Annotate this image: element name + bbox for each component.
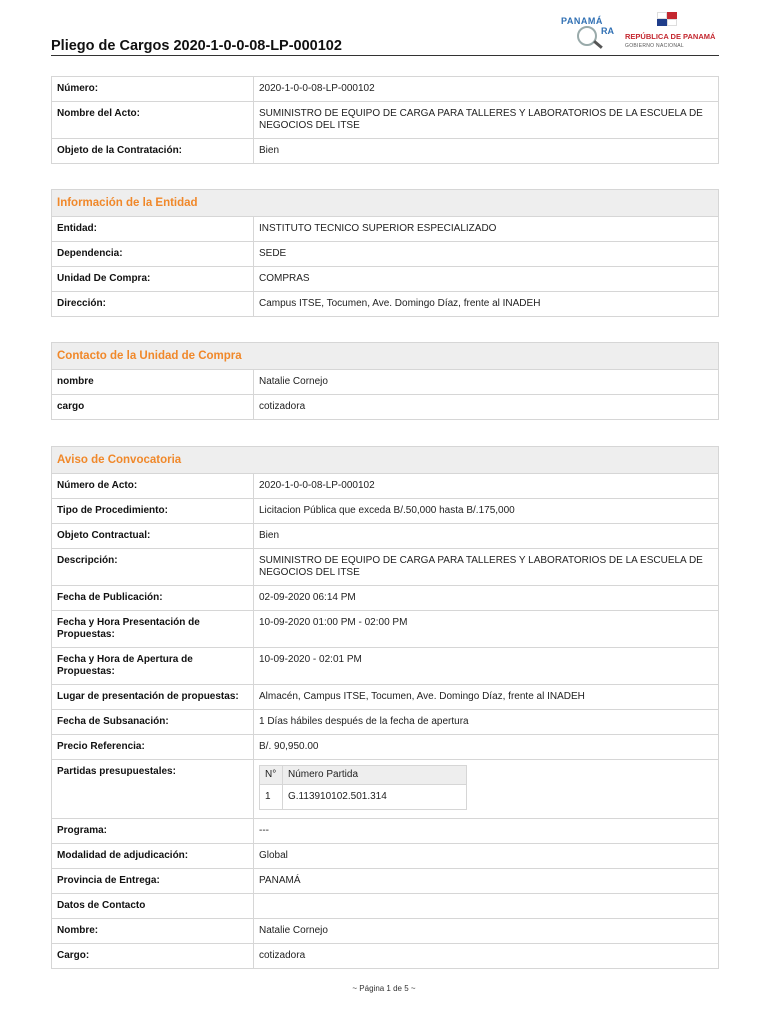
datos-contacto-value [254, 894, 719, 919]
lugar-value: Almacén, Campus ITSE, Tocumen, Ave. Domingo Díaz, frente al INADEH [254, 685, 719, 710]
table-row [52, 735, 719, 760]
precio-value: B/. 90,950.00 [254, 735, 719, 760]
partida-n: 1 [260, 785, 283, 810]
table-row [52, 648, 719, 685]
table-row [52, 710, 719, 735]
general-table [51, 76, 719, 164]
page-header [51, 16, 719, 56]
modalidad-value: Global [254, 844, 719, 869]
table-row [52, 611, 719, 648]
table-row [52, 685, 719, 710]
objeto-label: Objeto de la Contratación: [52, 139, 254, 164]
aviso-section-title: Aviso de Convocatoria [52, 447, 719, 474]
subsanacion-value: 1 Días hábiles después de la fecha de apertura [254, 710, 719, 735]
datos-contacto-label: Datos de Contacto [52, 894, 254, 919]
table-row [52, 586, 719, 611]
panamacompra-logo [561, 16, 721, 56]
table-row [52, 370, 719, 395]
panama-flag-icon [657, 12, 677, 26]
table-row [52, 102, 719, 139]
table-row [52, 474, 719, 499]
numero-value: 2020-1-0-0-08-LP-000102 [254, 77, 719, 102]
page-title: Pliego de Cargos 2020-1-0-0-08-LP-000102 [51, 38, 342, 54]
presentacion-value: 10-09-2020 01:00 PM - 02:00 PM [254, 611, 719, 648]
contacto-nombre-label: nombre [52, 370, 254, 395]
numero-acto-label: Número de Acto: [52, 474, 254, 499]
provincia-label: Provincia de Entrega: [52, 869, 254, 894]
objeto-contractual-value: Bien [254, 524, 719, 549]
numero-label: Número: [52, 77, 254, 102]
apertura-value: 10-09-2020 - 02:01 PM [254, 648, 719, 685]
contacto-table [51, 342, 719, 420]
entidad-table [51, 189, 719, 317]
partidas-cell [254, 760, 719, 819]
logo-compra-text: RA [601, 26, 614, 36]
table-row [52, 944, 719, 969]
publicacion-label: Fecha de Publicación: [52, 586, 254, 611]
publicacion-value: 02-09-2020 06:14 PM [254, 586, 719, 611]
dependencia-label: Dependencia: [52, 242, 254, 267]
dependencia-value: SEDE [254, 242, 719, 267]
lugar-label: Lugar de presentación de propuestas: [52, 685, 254, 710]
table-row [52, 267, 719, 292]
table-row [52, 919, 719, 944]
table-row [52, 549, 719, 586]
table-row [52, 524, 719, 549]
unidad-value: COMPRAS [254, 267, 719, 292]
table-row [52, 292, 719, 317]
tipo-label: Tipo de Procedimiento: [52, 499, 254, 524]
objeto-value: Bien [254, 139, 719, 164]
aviso-cargo-label: Cargo: [52, 944, 254, 969]
page-footer: ~ Página 1 de 5 ~ [352, 984, 416, 993]
direccion-label: Dirección: [52, 292, 254, 317]
contacto-section-title: Contacto de la Unidad de Compra [52, 343, 719, 370]
provincia-value: PANAMÁ [254, 869, 719, 894]
descripcion-label: Descripción: [52, 549, 254, 586]
magnifier-handle-icon [593, 40, 603, 49]
presentacion-label: Fecha y Hora Presentación de Propuestas: [52, 611, 254, 648]
contacto-cargo-value: cotizadora [254, 395, 719, 420]
programa-value: --- [254, 819, 719, 844]
logo-republica-text: REPÚBLICA DE PANAMÁ [625, 32, 716, 41]
table-row [52, 242, 719, 267]
entidad-section-title: Información de la Entidad [52, 190, 719, 217]
programa-label: Programa: [52, 819, 254, 844]
subsanacion-label: Fecha de Subsanación: [52, 710, 254, 735]
entidad-value: INSTITUTO TECNICO SUPERIOR ESPECIALIZADO [254, 217, 719, 242]
partidas-table [259, 765, 467, 810]
nombre-acto-label: Nombre del Acto: [52, 102, 254, 139]
aviso-table [51, 446, 719, 969]
logo-panama-text: PANAMÁ [561, 16, 603, 26]
entidad-label: Entidad: [52, 217, 254, 242]
descripcion-value: SUMINISTRO DE EQUIPO DE CARGA PARA TALLERES Y LABORATORIOS DE LA ESCUELA DE NEGOCIOS DEL ITSE [254, 549, 719, 586]
table-row [52, 139, 719, 164]
tipo-value: Licitacion Pública que exceda B/.50,000 hasta B/.175,000 [254, 499, 719, 524]
table-row [52, 819, 719, 844]
table-row [260, 785, 467, 810]
table-row [52, 77, 719, 102]
objeto-contractual-label: Objeto Contractual: [52, 524, 254, 549]
apertura-label: Fecha y Hora de Apertura de Propuestas: [52, 648, 254, 685]
modalidad-label: Modalidad de adjudicación: [52, 844, 254, 869]
nombre-acto-value: SUMINISTRO DE EQUIPO DE CARGA PARA TALLERES Y LABORATORIOS DE LA ESCUELA DE NEGOCIOS DEL ITSE [254, 102, 719, 139]
aviso-nombre-label: Nombre: [52, 919, 254, 944]
table-row [52, 395, 719, 420]
table-row [52, 844, 719, 869]
partidas-header-n: N° [260, 766, 283, 785]
aviso-cargo-value: cotizadora [254, 944, 719, 969]
logo-gobierno-text: GOBIERNO NACIONAL [625, 43, 684, 49]
table-row [52, 869, 719, 894]
partida-numero: G.113910102.501.314 [283, 785, 467, 810]
unidad-label: Unidad De Compra: [52, 267, 254, 292]
table-row [52, 217, 719, 242]
numero-acto-value: 2020-1-0-0-08-LP-000102 [254, 474, 719, 499]
partidas-header-numero: Número Partida [283, 766, 467, 785]
table-row [52, 894, 719, 919]
direccion-value: Campus ITSE, Tocumen, Ave. Domingo Díaz, frente al INADEH [254, 292, 719, 317]
contacto-nombre-value: Natalie Cornejo [254, 370, 719, 395]
precio-label: Precio Referencia: [52, 735, 254, 760]
partidas-label: Partidas presupuestales: [52, 760, 254, 819]
table-row [52, 760, 719, 819]
table-row [52, 499, 719, 524]
contacto-cargo-label: cargo [52, 395, 254, 420]
aviso-nombre-value: Natalie Cornejo [254, 919, 719, 944]
